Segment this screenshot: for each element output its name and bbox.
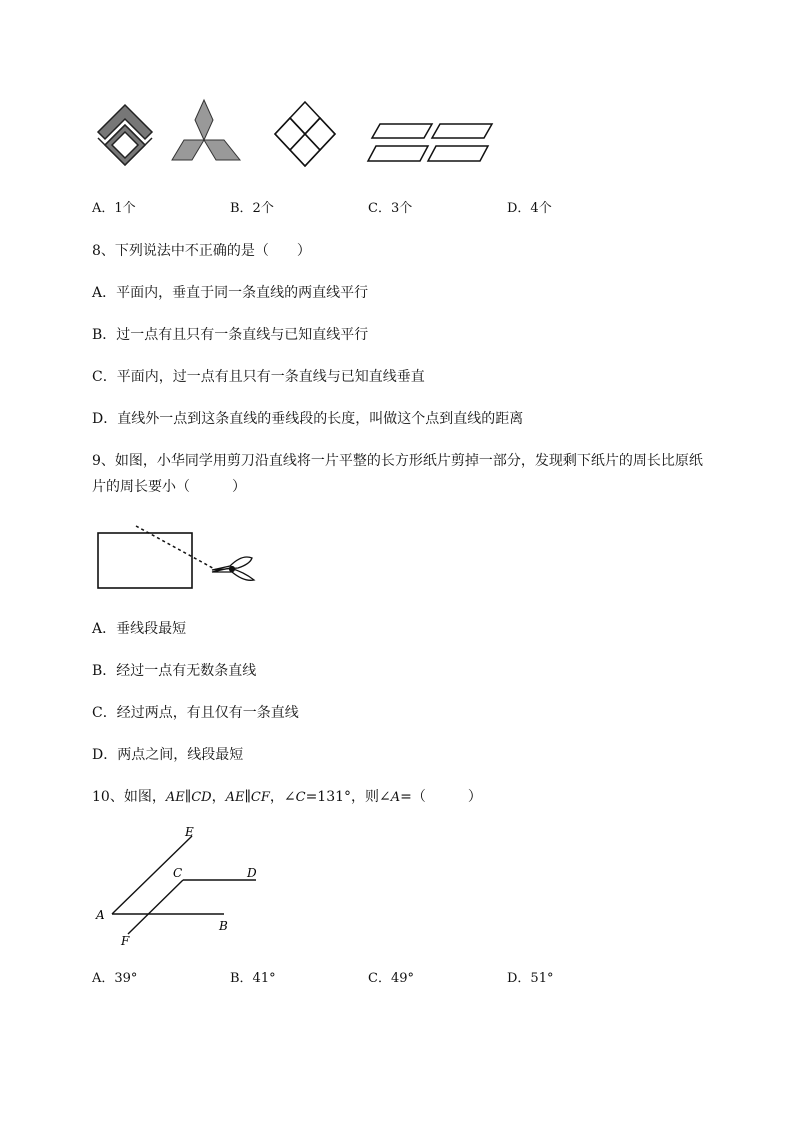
q8-option-d: D．直线外一点到这条直线的垂线段的长度，叫做这个点到直线的距离 [92, 411, 524, 427]
figure-paper-and-scissors [92, 524, 262, 594]
paper-rectangle [98, 533, 192, 588]
q9-option-b: B．经过一点有无数条直线 [92, 663, 257, 679]
q10-comma-1: ， [211, 789, 226, 805]
q10-parallel-2: ∥ [244, 789, 251, 805]
label-f: F [121, 934, 130, 948]
line-cf [128, 880, 183, 934]
figure-three-rhombus-logo [170, 98, 242, 164]
q10-angle-c: C [295, 790, 306, 805]
q7-option-c: C．3个 [368, 201, 413, 216]
q10-option-d: D．51° [507, 971, 554, 986]
label-a: A [96, 908, 105, 922]
q10-option-c: C．49° [368, 971, 414, 986]
q8-option-a: A．平面内，垂直于同一条直线的两直线平行 [92, 285, 369, 301]
q8-option-c: C．平面内，过一点有且只有一条直线与已知直线垂直 [92, 369, 425, 385]
q7-option-a: A．1个 [92, 201, 136, 216]
q10-value: =131°，则∠ [305, 789, 391, 805]
q8-stem: 8、下列说法中不正确的是（ ） [92, 243, 311, 259]
q10-comma-2: ，∠ [269, 789, 296, 805]
scissors-icon [212, 557, 254, 580]
q10-stem-prefix: 10、如图， [92, 789, 166, 805]
q10-cond-cd: CD [191, 790, 212, 805]
figure-four-squares-cross [268, 100, 342, 172]
label-d: D [247, 866, 257, 880]
q9-stem-line2: 片的周长要小（ ） [92, 479, 246, 495]
q10-option-b: B．41° [230, 971, 276, 986]
q10-cond-ae-2: AE [225, 790, 245, 805]
q9-stem-line1: 9、如图，小华同学用剪刀沿直线将一片平整的长方形纸片剪掉一部分，发现剩下纸片的周长比原纸 [92, 453, 703, 469]
q10-option-a: A．39° [92, 971, 138, 986]
figure-parallel-lines [92, 824, 272, 954]
figure-rotated-square-frame [90, 100, 160, 170]
q10-suffix: =（ ） [400, 789, 482, 805]
q10-cond-ae: AE [165, 790, 185, 805]
q8-option-b: B．过一点有且只有一条直线与已知直线平行 [92, 327, 369, 343]
q9-option-c: C．经过两点，有且仅有一条直线 [92, 705, 299, 721]
q9-option-a: A．垂线段最短 [92, 621, 187, 637]
label-e: E [185, 825, 194, 839]
q7-option-b: B．2个 [230, 201, 274, 216]
label-c: C [173, 866, 183, 880]
label-b: B [219, 919, 228, 933]
q10-angle-a: A [390, 790, 401, 805]
q9-option-d: D．两点之间，线段最短 [92, 747, 244, 763]
q10-parallel-1: ∥ [184, 789, 192, 805]
figure-four-parallelograms [364, 120, 496, 166]
q10-cond-cf: CF [250, 790, 270, 805]
q10-stem [92, 788, 482, 807]
q7-option-d: D．4个 [507, 201, 552, 216]
